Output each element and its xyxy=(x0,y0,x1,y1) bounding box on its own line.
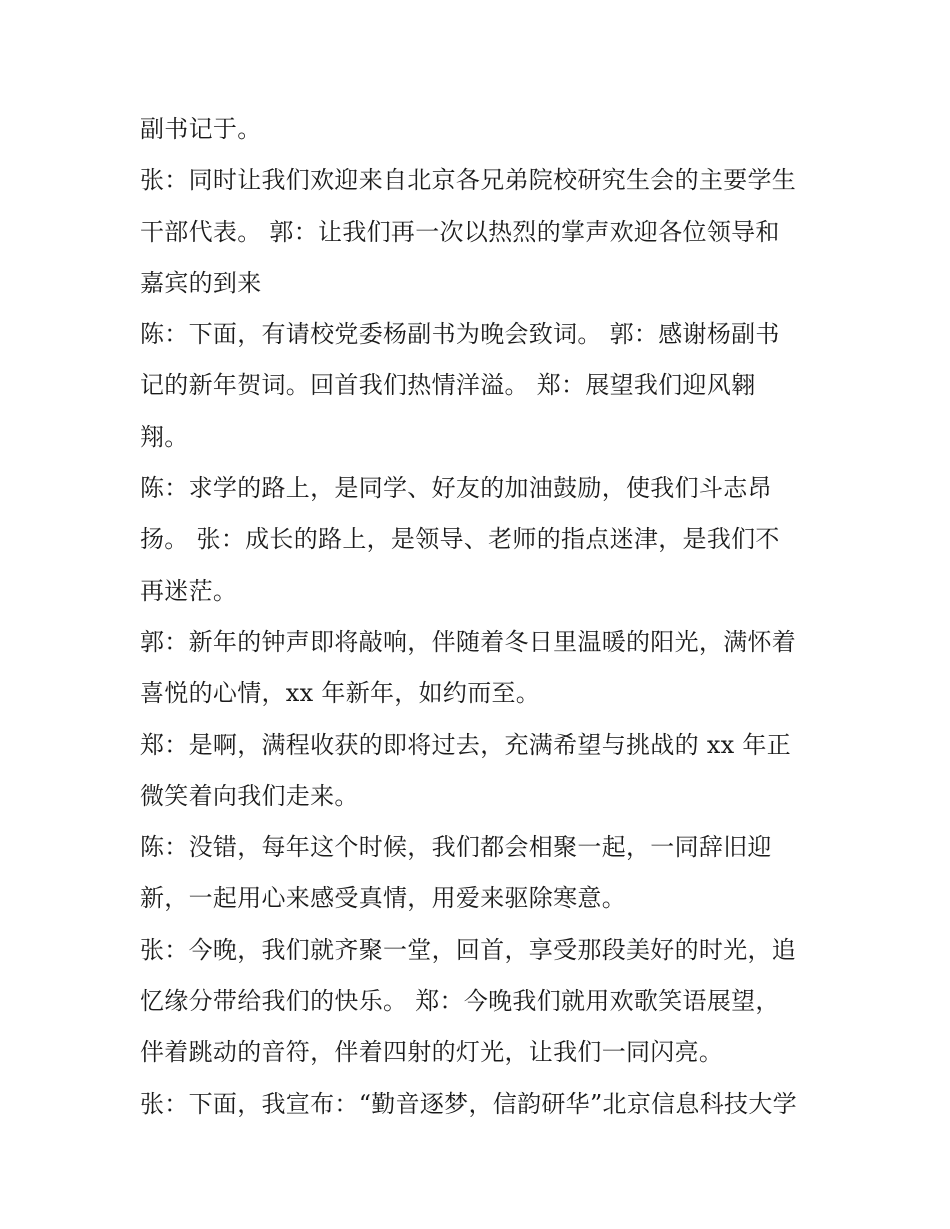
text-line: 再迷茫。 xyxy=(140,576,238,605)
text-line: 张：今晚，我们就齐聚一堂，回首，享受那段美好的时光，追 xyxy=(140,935,797,964)
text-line: 记的新年贺词。回首我们热情洋溢。 郑：展望我们迎风翱 xyxy=(140,371,756,400)
text-line: 张：同时让我们欢迎来自北京各兄弟院校研究生会的主要学生 xyxy=(140,166,797,195)
text-line: 伴着跳动的音符，伴着四射的灯光，让我们一同闪亮。 xyxy=(140,1038,724,1067)
text-line: 新，一起用心来感受真情，用爱来驱除寒意。 xyxy=(140,884,626,913)
text-line: 喜悦的心情，xx 年新年，如约而至。 xyxy=(140,679,541,708)
text-line: 陈：下面，有请校党委杨副书为晚会致词。 郭：感谢杨副书 xyxy=(140,320,780,349)
text-line: 嘉宾的到来 xyxy=(140,268,262,297)
text-line: 郭：新年的钟声即将敲响，伴随着冬日里温暖的阳光，满怀着 xyxy=(140,627,797,656)
text-line: 郑：是啊，满程收获的即将过去，充满希望与挑战的 xx 年正 xyxy=(140,730,792,759)
text-line: 陈：求学的路上，是同学、好友的加油鼓励，使我们斗志昂 xyxy=(140,474,772,503)
text-line: 翔。 xyxy=(140,422,189,451)
text-line: 微笑着向我们走来。 xyxy=(140,781,359,810)
text-line: 张：下面，我宣布：“勤音逐梦，信韵研华”北京信息科技大学 xyxy=(140,1089,797,1118)
text-line: 干部代表。 郭：让我们再一次以热烈的掌声欢迎各位领导和 xyxy=(140,217,780,246)
body-text xyxy=(140,104,830,1130)
text-line: 副书记于。 xyxy=(140,115,262,143)
text-line: 忆缘分带给我们的快乐。 郑：今晚我们就用欢歌笑语展望， xyxy=(140,987,780,1016)
text-line: 陈：没错，每年这个时候，我们都会相聚一起，一同辞旧迎 xyxy=(140,833,772,862)
text-line: 扬。 张：成长的路上，是领导、老师的指点迷津，是我们不 xyxy=(140,525,780,554)
